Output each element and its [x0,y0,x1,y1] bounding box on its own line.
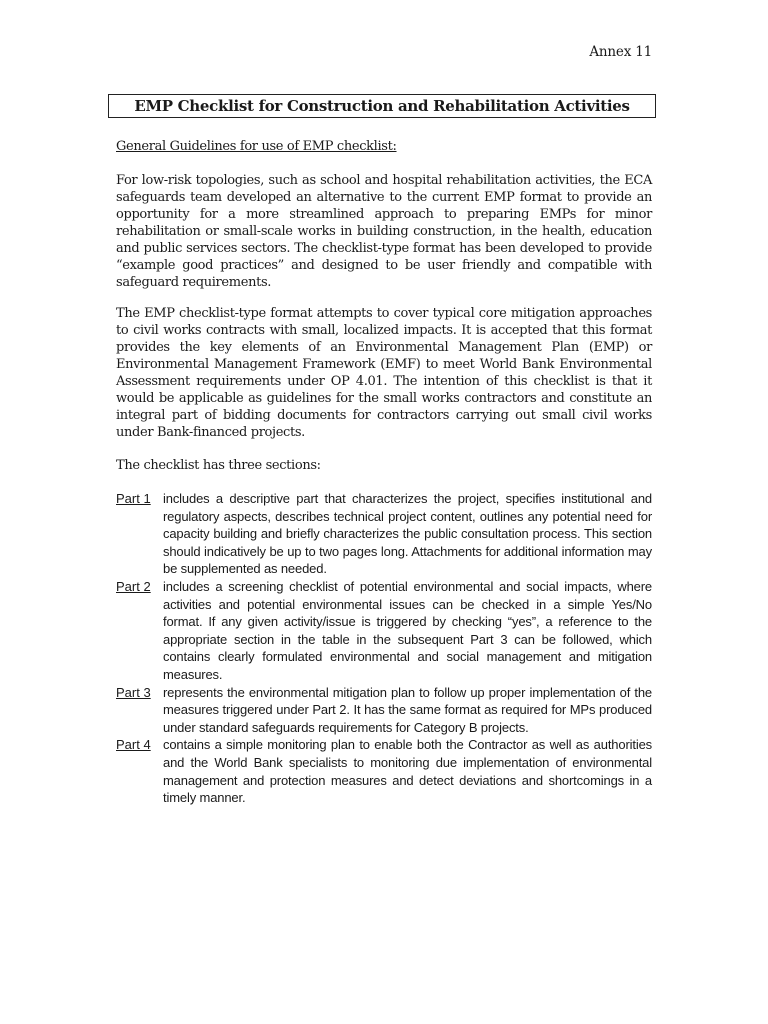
part-label: Part 4 [116,737,151,753]
part-label: Part 2 [116,578,151,594]
intro-paragraph: For low-risk topologies, such as school and hospital rehabilitation activities, the ECA safeguards team developed an alternative to the current EMP format to provide an opportunity for a more streamlined approach to preparing EMPs for minor rehabilitation or small-scale works in building construction, in the health, education and public services sectors. The checklist-type format has been developed to provide “example good practices” and designed to be user friendly and compatible with safeguard requirements. [116,173,652,290]
part-label: Part 1 [116,491,151,506]
sections-intro: The checklist has three sections: [116,458,321,473]
list-item [116,578,652,684]
part-description: includes a screening checklist of potential environmental and social impacts, where activities and potential environmental issues can be checked in a simple Yes/No format. If any given activity/issue is triggered by checking “yes”, a reference to the appropriate section in the table in the subsequent Part 3 can be followed, which contains clearly formulated environmental and social management and mitigation measures. [163,578,652,682]
part-description: represents the environmental mitigation plan to follow up proper implementation of the measures triggered under Part 2. It has the same format as required for MPs produced under standard safeguards requirements for Category B projects. [163,684,652,735]
part-description: contains a simple monitoring plan to enable both the Contractor as well as authorities and the World Bank specialists to monitoring due implementation of environmental management and protection measures and detect deviations and shortcomings in a timely manner. [163,737,652,806]
part-label: Part 3 [116,684,151,700]
guidelines-heading: General Guidelines for use of EMP checklist: [116,139,397,154]
parts-list [116,490,652,807]
part-description: includes a descriptive part that characterizes the project, specifies institutional and regulatory aspects, describes technical project content, outlines any potential need for capacity building and briefly characterizes the public consultation process. This section should indicatively be up to two pages long. Attachments for additional information may be supplemented as needed. [163,491,652,577]
format-paragraph: The EMP checklist-type format attempts to cover typical core mitigation approaches to civil works contracts with small, localized impacts. It is accepted that this format provides the key elements of an Environmental Management Plan (EMP) or Environmental Management Framework (EMF) to meet World Bank Environmental Assessment requirements under OP 4.01. The intention of this checklist is that it would be applicable as guidelines for the small works contractors and constitute an integral part of bidding documents for contractors carrying out small civil works under Bank-financed projects. [116,306,652,440]
document-title: EMP Checklist for Construction and Rehabilitation Activities [108,94,656,118]
list-item [116,490,652,578]
list-item [116,736,652,806]
annex-label: Annex 11 [589,44,652,60]
list-item [116,684,652,737]
